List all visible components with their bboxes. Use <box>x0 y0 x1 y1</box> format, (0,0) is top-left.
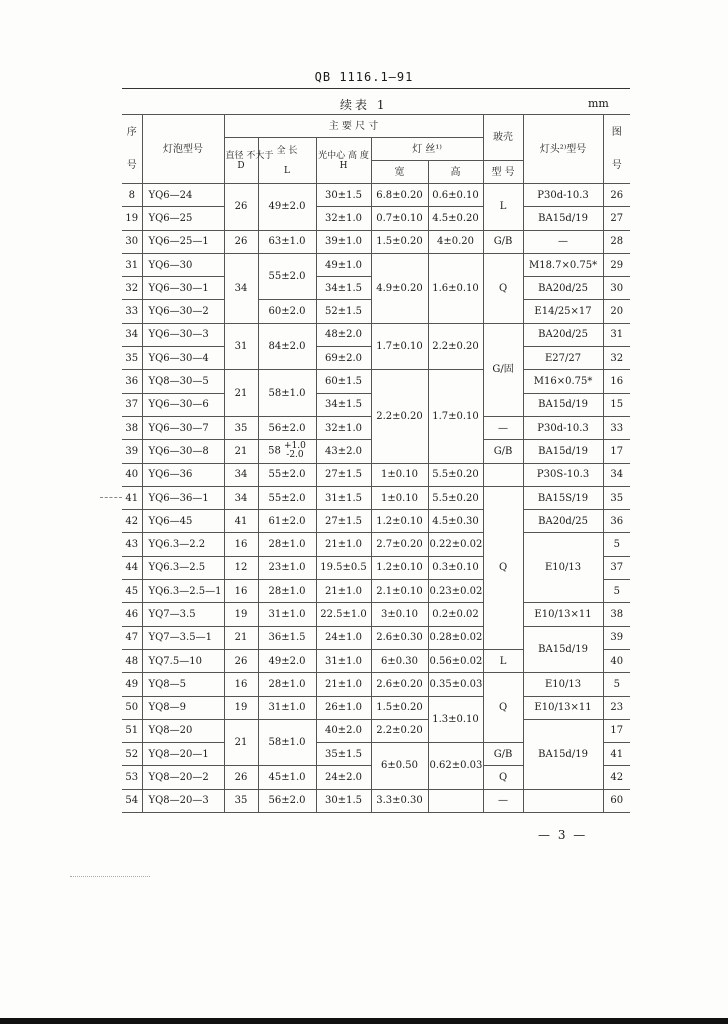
row-length: 55±2.0 <box>258 486 316 509</box>
row-cap: BA15d/19 <box>523 207 603 230</box>
row-no: 46 <box>122 603 142 626</box>
col-fig-header: 图 号 <box>603 115 630 184</box>
row-glass: G/B <box>483 230 523 253</box>
row-cap: M16×0.75* <box>523 370 603 393</box>
row-cap: P30d-10.3 <box>523 416 603 439</box>
margin-dots <box>70 876 150 877</box>
row-lcl: 35±1.5 <box>316 743 371 766</box>
row-fig: 23 <box>603 696 630 719</box>
row-lcl: 24±1.0 <box>316 626 371 649</box>
row-fig: 5 <box>603 580 630 603</box>
row-lcl: 32±1.0 <box>316 207 371 230</box>
row-model: YQ8—20 <box>142 719 224 742</box>
row-model: YQ8—30—5 <box>142 370 224 393</box>
row-length: 28±1.0 <box>258 580 316 603</box>
row-fil-height: 5.5±0.20 <box>428 486 483 509</box>
row-lcl: 31±1.5 <box>316 486 371 509</box>
col-model-header: 灯泡型号 <box>142 115 224 184</box>
row-diameter: 26 <box>224 184 258 231</box>
row-glass: G/B <box>483 743 523 766</box>
col-filament-header: 灯 丝¹⁾ <box>371 138 483 161</box>
row-fig: 17 <box>603 719 630 742</box>
row-fil-width: 1.5±0.20 <box>371 230 428 253</box>
row-lcl: 21±1.0 <box>316 533 371 556</box>
row-fig: 39 <box>603 626 630 649</box>
row-diameter: 19 <box>224 696 258 719</box>
row-length: 58±1.0 <box>258 719 316 766</box>
row-length: 49±2.0 <box>258 184 316 231</box>
row-fig: 30 <box>603 277 630 300</box>
row-fig: 29 <box>603 253 630 276</box>
row-fil-width: 1.2±0.10 <box>371 510 428 533</box>
row-length: 61±2.0 <box>258 510 316 533</box>
row-fil-height: 0.23±0.02 <box>428 580 483 603</box>
row-cap: BA20d/25 <box>523 323 603 346</box>
row-model: YQ8—20—1 <box>142 743 224 766</box>
table-row <box>122 323 630 346</box>
row-fig: 37 <box>603 556 630 579</box>
row-lcl: 60±1.5 <box>316 370 371 393</box>
row-fil-height: 0.35±0.03 <box>428 673 483 696</box>
margin-mark <box>100 497 122 498</box>
row-fil-width: 2.6±0.30 <box>371 626 428 649</box>
row-fil-height: 0.22±0.02 <box>428 533 483 556</box>
row-model: YQ6.3—2.5 <box>142 556 224 579</box>
row-fig: 60 <box>603 789 630 812</box>
row-diameter: 21 <box>224 440 258 463</box>
row-cap: P30d-10.3 <box>523 184 603 207</box>
row-length: 36±1.5 <box>258 626 316 649</box>
row-glass: — <box>483 789 523 812</box>
row-fig: 5 <box>603 533 630 556</box>
row-model: YQ6—30—4 <box>142 347 224 370</box>
row-lcl: 34±1.5 <box>316 277 371 300</box>
row-fil-height: 2.2±0.20 <box>428 323 483 370</box>
row-lcl: 27±1.5 <box>316 463 371 486</box>
row-fil-height: 4.5±0.30 <box>428 510 483 533</box>
row-lcl: 43±2.0 <box>316 440 371 463</box>
row-model: YQ6—30 <box>142 253 224 276</box>
table-row <box>122 370 630 393</box>
row-fig: 41 <box>603 743 630 766</box>
row-fil-height: 4±0.20 <box>428 230 483 253</box>
row-model: YQ6—30—6 <box>142 393 224 416</box>
row-diameter: 26 <box>224 649 258 672</box>
row-no: 50 <box>122 696 142 719</box>
row-lcl: 32±1.0 <box>316 416 371 439</box>
row-no: 41 <box>122 486 142 509</box>
row-length: 55±2.0 <box>258 463 316 486</box>
col-diameter-header: 直径 不大于 D <box>224 138 258 184</box>
row-diameter: 16 <box>224 673 258 696</box>
row-fig: 15 <box>603 393 630 416</box>
row-fil-width: 6.8±0.20 <box>371 184 428 207</box>
row-no: 44 <box>122 556 142 579</box>
row-fig: 16 <box>603 370 630 393</box>
row-fil-width: 2.1±0.10 <box>371 580 428 603</box>
row-no: 37 <box>122 393 142 416</box>
row-fig: 27 <box>603 207 630 230</box>
row-glass: — <box>483 416 523 439</box>
row-glass: Q <box>483 253 523 323</box>
row-fil-height: 0.3±0.10 <box>428 556 483 579</box>
row-diameter: 26 <box>224 766 258 789</box>
col-fil-width-header: 宽 <box>371 161 428 184</box>
row-cap: E10/13 <box>523 533 603 603</box>
row-lcl: 26±1.0 <box>316 696 371 719</box>
row-no: 36 <box>122 370 142 393</box>
row-no: 43 <box>122 533 142 556</box>
row-fil-height: 1.6±0.10 <box>428 253 483 323</box>
row-fil-height: 0.62±0.03 <box>428 743 483 790</box>
row-lcl: 19.5±0.5 <box>316 556 371 579</box>
unit-label: mm <box>588 97 609 110</box>
row-diameter: 34 <box>224 463 258 486</box>
row-fig: 26 <box>603 184 630 207</box>
row-length: 55±2.0 <box>258 253 316 300</box>
row-glass: Q <box>483 673 523 743</box>
row-fig: 33 <box>603 416 630 439</box>
row-fil-height <box>428 789 483 812</box>
row-lcl: 21±1.0 <box>316 673 371 696</box>
row-no: 33 <box>122 300 142 323</box>
row-fil-width: 1.5±0.20 <box>371 696 428 719</box>
row-fig: 38 <box>603 603 630 626</box>
row-cap: E10/13 <box>523 673 603 696</box>
lamp-dimension-table <box>122 114 630 813</box>
row-fil-height: 1.3±0.10 <box>428 696 483 743</box>
row-no: 49 <box>122 673 142 696</box>
row-fil-height: 0.28±0.02 <box>428 626 483 649</box>
row-cap: BA15d/19 <box>523 626 603 673</box>
row-cap: E10/13×11 <box>523 603 603 626</box>
table-row <box>122 696 630 719</box>
row-cap: BA15d/19 <box>523 393 603 416</box>
row-fig: 35 <box>603 486 630 509</box>
row-fil-width: 1.7±0.10 <box>371 323 428 370</box>
row-lcl: 34±1.5 <box>316 393 371 416</box>
col-glass-header-top: 玻壳 <box>483 115 523 161</box>
row-fil-width: 3.3±0.30 <box>371 789 428 812</box>
row-glass: Q <box>483 486 523 649</box>
row-diameter: 21 <box>224 719 258 766</box>
row-fig: 20 <box>603 300 630 323</box>
row-diameter: 19 <box>224 603 258 626</box>
row-no: 30 <box>122 230 142 253</box>
row-fil-width: 6±0.50 <box>371 743 428 790</box>
row-cap: — <box>523 230 603 253</box>
row-model: YQ8—20—3 <box>142 789 224 812</box>
row-fil-width: 4.9±0.20 <box>371 253 428 323</box>
row-fil-width: 1.2±0.10 <box>371 556 428 579</box>
row-lcl: 24±2.0 <box>316 766 371 789</box>
row-no: 8 <box>122 184 142 207</box>
table-row <box>122 184 630 207</box>
row-fil-height: 0.56±0.02 <box>428 649 483 672</box>
row-model: YQ7—3.5—1 <box>142 626 224 649</box>
row-cap: BA15d/19 <box>523 440 603 463</box>
row-length: 63±1.0 <box>258 230 316 253</box>
row-glass: Q <box>483 766 523 789</box>
col-glass-header-bottom: 型 号 <box>483 161 523 184</box>
row-model: YQ6—25—1 <box>142 230 224 253</box>
row-cap: P30S-10.3 <box>523 463 603 486</box>
table-row <box>122 486 630 509</box>
row-model: YQ6—30—2 <box>142 300 224 323</box>
row-glass: L <box>483 649 523 672</box>
row-model: YQ6.3—2.2 <box>142 533 224 556</box>
row-length: 56±2.0 <box>258 789 316 812</box>
row-model: YQ6.3—2.5—1 <box>142 580 224 603</box>
row-cap: E14/25×17 <box>523 300 603 323</box>
row-fig: 28 <box>603 230 630 253</box>
row-diameter: 31 <box>224 323 258 370</box>
row-no: 47 <box>122 626 142 649</box>
row-diameter: 21 <box>224 370 258 417</box>
table-row <box>122 253 630 276</box>
standard-code: QB 1116.1—91 <box>314 70 414 84</box>
table-row <box>122 789 630 812</box>
row-no: 32 <box>122 277 142 300</box>
row-cap <box>523 789 603 812</box>
row-fil-height: 4.5±0.20 <box>428 207 483 230</box>
col-cap-header: 灯头²⁾型号 <box>523 115 603 184</box>
row-lcl: 30±1.5 <box>316 184 371 207</box>
row-model: YQ8—5 <box>142 673 224 696</box>
row-model: YQ6—24 <box>142 184 224 207</box>
row-glass: G/固 <box>483 323 523 416</box>
table-row <box>122 603 630 626</box>
row-fig: 34 <box>603 463 630 486</box>
row-model: YQ8—20—2 <box>142 766 224 789</box>
row-diameter: 26 <box>224 230 258 253</box>
row-no: 34 <box>122 323 142 346</box>
row-fig: 42 <box>603 766 630 789</box>
row-fig: 17 <box>603 440 630 463</box>
row-lcl: 40±2.0 <box>316 719 371 742</box>
row-no: 40 <box>122 463 142 486</box>
row-glass: G/B <box>483 440 523 463</box>
row-model: YQ7—3.5 <box>142 603 224 626</box>
row-diameter: 35 <box>224 789 258 812</box>
col-fil-height-header: 高 <box>428 161 483 184</box>
row-diameter: 34 <box>224 486 258 509</box>
row-no: 38 <box>122 416 142 439</box>
row-model: YQ7.5—10 <box>142 649 224 672</box>
row-lcl: 22.5±1.0 <box>316 603 371 626</box>
row-fil-width: 2.2±0.20 <box>371 719 428 742</box>
row-glass <box>483 463 523 486</box>
row-fil-width: 1±0.10 <box>371 463 428 486</box>
row-diameter: 16 <box>224 580 258 603</box>
row-lcl: 39±1.0 <box>316 230 371 253</box>
row-fil-width: 1±0.10 <box>371 486 428 509</box>
row-fil-width: 0.7±0.10 <box>371 207 428 230</box>
row-no: 35 <box>122 347 142 370</box>
row-diameter: 12 <box>224 556 258 579</box>
col-seq-header: 序 号 <box>122 115 142 184</box>
row-no: 51 <box>122 719 142 742</box>
row-fig: 36 <box>603 510 630 533</box>
row-length: 49±2.0 <box>258 649 316 672</box>
row-cap: BA20d/25 <box>523 510 603 533</box>
table-row <box>122 230 630 253</box>
row-diameter: 34 <box>224 253 258 323</box>
row-lcl: 52±1.5 <box>316 300 371 323</box>
row-no: 19 <box>122 207 142 230</box>
row-length: 31±1.0 <box>258 696 316 719</box>
row-length: 56±2.0 <box>258 416 316 439</box>
row-fig: 32 <box>603 347 630 370</box>
table-subtitle: 续表 1 <box>340 98 388 112</box>
row-fil-height: 0.6±0.10 <box>428 184 483 207</box>
row-length: 45±1.0 <box>258 766 316 789</box>
row-model: YQ6—25 <box>142 207 224 230</box>
row-length: 60±2.0 <box>258 300 316 323</box>
row-model: YQ6—30—1 <box>142 277 224 300</box>
row-model: YQ6—45 <box>142 510 224 533</box>
row-no: 54 <box>122 789 142 812</box>
scan-edge <box>0 1018 728 1024</box>
row-length: 28±1.0 <box>258 533 316 556</box>
row-model: YQ6—30—7 <box>142 416 224 439</box>
row-cap: BA15S/19 <box>523 486 603 509</box>
row-fil-width: 2.2±0.20 <box>371 370 428 463</box>
row-fil-height: 5.5±0.20 <box>428 463 483 486</box>
row-no: 48 <box>122 649 142 672</box>
row-lcl: 31±1.0 <box>316 649 371 672</box>
length-nominal: 58 <box>268 445 281 457</box>
row-no: 39 <box>122 440 142 463</box>
page-number: — 3 — <box>538 828 588 842</box>
row-fig: 5 <box>603 673 630 696</box>
header-rule <box>122 88 630 89</box>
row-fil-width: 2.7±0.20 <box>371 533 428 556</box>
row-no: 45 <box>122 580 142 603</box>
row-fig: 40 <box>603 649 630 672</box>
row-fil-height: 0.2±0.02 <box>428 603 483 626</box>
row-fil-height: 1.7±0.10 <box>428 370 483 463</box>
row-lcl: 48±2.0 <box>316 323 371 346</box>
row-length: 28±1.0 <box>258 673 316 696</box>
row-no: 31 <box>122 253 142 276</box>
row-length: 84±2.0 <box>258 323 316 370</box>
row-model: YQ6—30—8 <box>142 440 224 463</box>
row-length: 31±1.0 <box>258 603 316 626</box>
row-model: YQ6—36 <box>142 463 224 486</box>
col-lcl-header: 光中心 高 度 H <box>316 138 371 184</box>
row-model: YQ6—30—3 <box>142 323 224 346</box>
row-lcl: 69±2.0 <box>316 347 371 370</box>
col-length-header: 全 长 L <box>258 138 316 184</box>
table-row <box>122 719 630 742</box>
row-model: YQ6—36—1 <box>142 486 224 509</box>
row-fig: 31 <box>603 323 630 346</box>
table-row <box>122 626 630 649</box>
length-tolerance: +1.0 -2.0 <box>284 441 306 461</box>
row-fil-width: 2.6±0.20 <box>371 673 428 696</box>
row-cap: E27/27 <box>523 347 603 370</box>
table-row <box>122 510 630 533</box>
col-main-dims-header: 主 要 尺 寸 <box>224 115 483 138</box>
row-cap: BA15d/19 <box>523 719 603 789</box>
row-model: YQ8—9 <box>142 696 224 719</box>
row-length: 58±1.0 <box>258 370 316 417</box>
row-cap: E10/13×11 <box>523 696 603 719</box>
row-diameter: 41 <box>224 510 258 533</box>
row-length: 23±1.0 <box>258 556 316 579</box>
row-no: 42 <box>122 510 142 533</box>
row-cap: M18.7×0.75* <box>523 253 603 276</box>
row-lcl: 30±1.5 <box>316 789 371 812</box>
row-diameter: 21 <box>224 626 258 649</box>
row-diameter: 16 <box>224 533 258 556</box>
table-row <box>122 533 630 556</box>
row-fil-width: 3±0.10 <box>371 603 428 626</box>
table-row <box>122 207 630 230</box>
row-lcl: 49±1.0 <box>316 253 371 276</box>
row-lcl: 27±1.5 <box>316 510 371 533</box>
row-fil-width: 6±0.30 <box>371 649 428 672</box>
row-no: 52 <box>122 743 142 766</box>
row-lcl: 21±1.0 <box>316 580 371 603</box>
row-glass: L <box>483 184 523 231</box>
table-row <box>122 673 630 696</box>
row-diameter: 35 <box>224 416 258 439</box>
row-length <box>258 440 316 463</box>
row-cap: BA20d/25 <box>523 277 603 300</box>
row-no: 53 <box>122 766 142 789</box>
table-row <box>122 463 630 486</box>
